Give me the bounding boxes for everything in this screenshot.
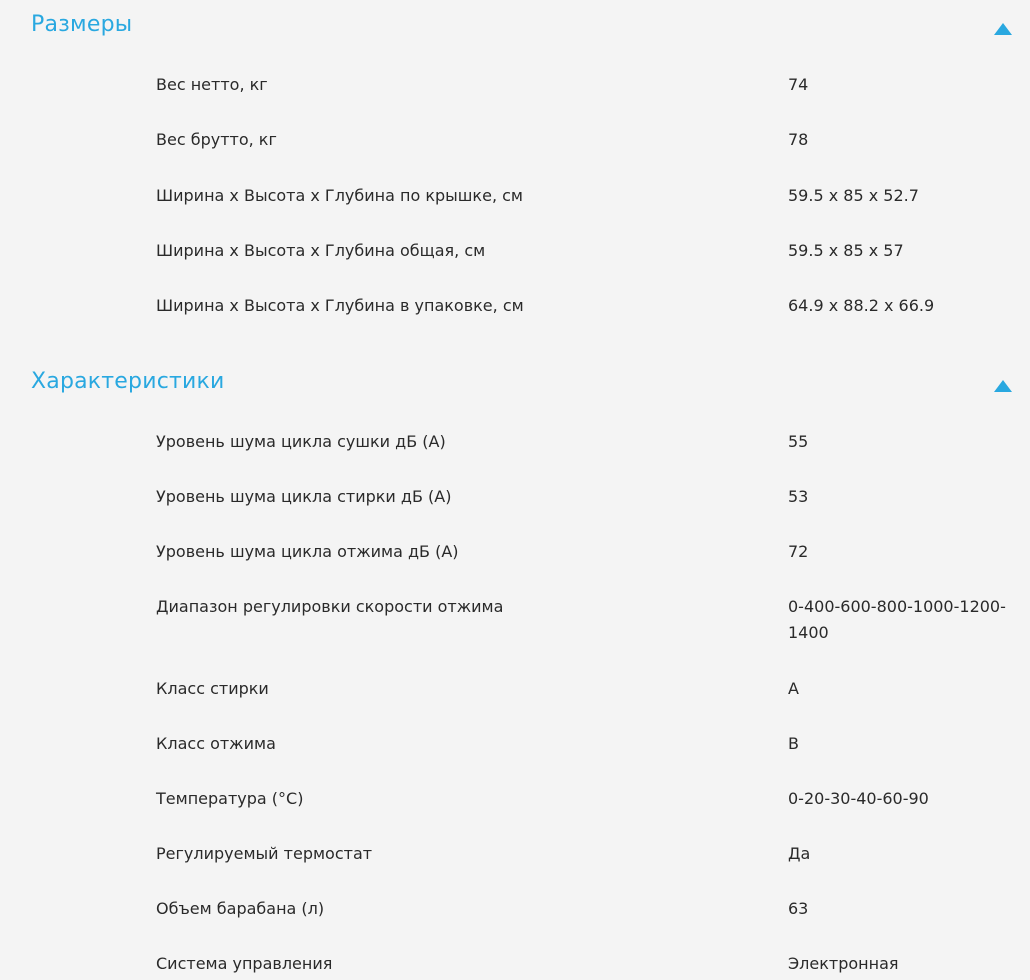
spec-label: Ширина x Высота x Глубина по крышке, см <box>156 186 523 205</box>
spec-value: 55 <box>788 432 809 451</box>
spec-label: Система управления <box>156 954 333 973</box>
spec-value: 78 <box>788 130 809 149</box>
spec-value: 0-400-600-800-1000-1200-1400 <box>788 597 1006 642</box>
section-header-dimensions[interactable] <box>0 0 1030 56</box>
spec-label: Уровень шума цикла сушки дБ (А) <box>156 432 446 451</box>
spec-value: 59.5 x 85 x 52.7 <box>788 186 919 205</box>
collapse-triangle-icon[interactable] <box>994 380 1012 392</box>
spec-label: Вес брутто, кг <box>156 130 277 149</box>
spec-label: Уровень шума цикла отжима дБ (А) <box>156 542 459 561</box>
spec-value: 0-20-30-40-60-90 <box>788 789 929 808</box>
section-header-characteristics[interactable] <box>0 357 1030 413</box>
section-title: Характеристики <box>31 369 225 394</box>
spec-value: B <box>788 734 799 753</box>
spec-label: Температура (°C) <box>156 789 304 808</box>
section-title: Размеры <box>31 12 133 37</box>
collapse-triangle-icon[interactable] <box>994 23 1012 35</box>
spec-value: 59.5 x 85 x 57 <box>788 241 904 260</box>
spec-label: Объем барабана (л) <box>156 899 325 918</box>
spec-value: A <box>788 679 799 698</box>
spec-label: Класс отжима <box>156 734 276 753</box>
spec-label: Класс стирки <box>156 679 269 698</box>
spec-value: 74 <box>788 75 809 94</box>
spec-label: Вес нетто, кг <box>156 75 268 94</box>
spec-label: Диапазон регулировки скорости отжима <box>156 597 504 616</box>
spec-label: Ширина x Высота x Глубина общая, см <box>156 241 486 260</box>
spec-label: Ширина x Высота x Глубина в упаковке, см <box>156 296 524 315</box>
spec-value: 63 <box>788 899 809 918</box>
spec-label: Регулируемый термостат <box>156 844 373 863</box>
spec-value: Электронная <box>788 954 899 973</box>
spec-value: 64.9 x 88.2 x 66.9 <box>788 296 935 315</box>
spec-value: 53 <box>788 487 809 506</box>
spec-value: 72 <box>788 542 809 561</box>
section-characteristics <box>0 357 1030 973</box>
section-dimensions <box>0 0 1030 315</box>
spec-label: Уровень шума цикла стирки дБ (А) <box>156 487 452 506</box>
spec-value: Да <box>788 844 811 863</box>
